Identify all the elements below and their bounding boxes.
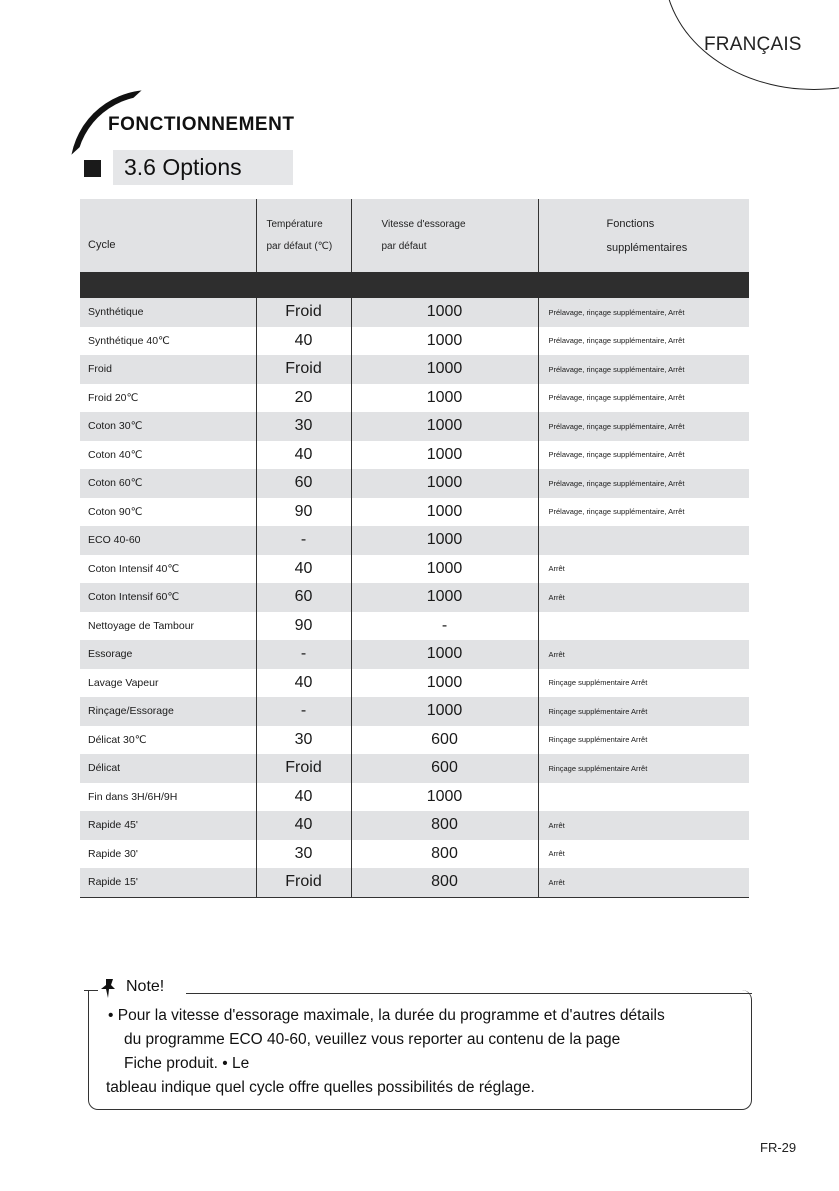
table-row xyxy=(80,555,749,584)
cycle-cell: Rapide 45' xyxy=(80,811,256,840)
speed-cell: - xyxy=(351,612,538,641)
speed-cell: 1000 xyxy=(351,526,538,555)
speed-cell: 1000 xyxy=(351,583,538,612)
table-row xyxy=(80,327,749,356)
functions-cell xyxy=(538,526,749,555)
table-row xyxy=(80,612,749,641)
cycle-cell: Coton Intensif 60℃ xyxy=(80,583,256,612)
temperature-cell: 30 xyxy=(256,726,351,755)
speed-cell: 1000 xyxy=(351,498,538,527)
table-row xyxy=(80,469,749,498)
functions-cell: Arrêt xyxy=(538,640,749,669)
cycle-cell: Synthétique xyxy=(80,298,256,327)
functions-cell xyxy=(538,783,749,812)
speed-cell: 1000 xyxy=(351,555,538,584)
speed-cell: 1000 xyxy=(351,384,538,413)
table-row xyxy=(80,669,749,698)
functions-cell: Arrêt xyxy=(538,868,749,897)
speed-cell: 800 xyxy=(351,811,538,840)
temperature-cell: 40 xyxy=(256,327,351,356)
temperature-cell: Froid xyxy=(256,298,351,327)
options-table xyxy=(80,199,749,898)
functions-cell: Prélavage, rinçage supplémentaire, Arrêt xyxy=(538,298,749,327)
table-row xyxy=(80,640,749,669)
table-row xyxy=(80,726,749,755)
cycle-cell: Coton 30℃ xyxy=(80,412,256,441)
header-speed: Vitesse d'essorage par défaut xyxy=(351,199,538,272)
table-row xyxy=(80,868,749,897)
note-line-2: du programme ECO 40-60, veuillez vous reporter au contenu de la page xyxy=(124,1031,621,1048)
functions-cell: Arrêt xyxy=(538,583,749,612)
temperature-cell: 30 xyxy=(256,412,351,441)
cycle-cell: Synthétique 40℃ xyxy=(88,334,170,347)
speed-cell: 1000 xyxy=(351,669,538,698)
functions-cell: Prélavage, rinçage supplémentaire, Arrêt xyxy=(538,355,749,384)
temperature-cell: 40 xyxy=(256,441,351,470)
cycle-cell: Rinçage/Essorage xyxy=(80,697,256,726)
cycle-cell: Coton 40℃ xyxy=(88,448,143,461)
header-cycle: Cycle xyxy=(80,199,256,272)
temperature-cell: - xyxy=(256,640,351,669)
cycle-cell: Coton 90℃ xyxy=(88,505,143,518)
header-divider-bar xyxy=(80,272,749,298)
speed-cell: 1000 xyxy=(351,327,538,356)
temperature-cell: Froid xyxy=(256,868,351,897)
temperature-cell: - xyxy=(256,526,351,555)
speed-cell: 1000 xyxy=(351,441,538,470)
functions-cell: Arrêt xyxy=(538,555,749,584)
temperature-cell: 60 xyxy=(256,469,351,498)
temperature-cell: Froid xyxy=(256,355,351,384)
cycle-cell: Froid xyxy=(80,355,256,384)
temperature-cell: - xyxy=(256,697,351,726)
header-functions: Fonctions supplémentaires xyxy=(538,199,749,272)
functions-cell: Prélavage, rinçage supplémentaire, Arrêt xyxy=(538,498,749,527)
temperature-cell: 30 xyxy=(256,840,351,869)
note-line-3: Fiche produit. • Le xyxy=(124,1055,250,1072)
speed-cell: 800 xyxy=(351,840,538,869)
temperature-cell: 40 xyxy=(256,555,351,584)
page-number: FR-29 xyxy=(760,1140,797,1155)
speed-cell: 1000 xyxy=(351,469,538,498)
language-label: FRANÇAIS xyxy=(704,34,802,55)
table-header-row xyxy=(80,199,749,272)
section-title: FONCTIONNEMENT xyxy=(108,114,295,135)
cycle-cell: Essorage xyxy=(80,640,256,669)
speed-cell: 1000 xyxy=(351,412,538,441)
speed-cell: 1000 xyxy=(351,355,538,384)
bullet-square-icon xyxy=(84,160,101,177)
cycle-cell: Coton Intensif 40℃ xyxy=(88,562,180,575)
table-row xyxy=(80,811,749,840)
functions-cell: Prélavage, rinçage supplémentaire, Arrêt xyxy=(538,412,749,441)
table-row xyxy=(80,697,749,726)
note-line-4: tableau indique quel cycle offre quelles possibilités de réglage. xyxy=(106,1079,535,1096)
functions-cell: Arrêt xyxy=(538,811,749,840)
cycle-cell: ECO 40-60 xyxy=(80,526,256,555)
table-row xyxy=(80,754,749,783)
functions-cell: Arrêt xyxy=(538,840,749,869)
table-row xyxy=(80,384,749,413)
note-label: Note! xyxy=(126,978,165,995)
note-line-1: • Pour la vitesse d'essorage maximale, la durée du programme et d'autres détails xyxy=(108,1007,665,1024)
speed-cell: 1000 xyxy=(351,298,538,327)
speed-cell: 800 xyxy=(351,868,538,897)
speed-cell: 600 xyxy=(351,726,538,755)
functions-cell: Rinçage supplémentaire Arrêt xyxy=(538,669,749,698)
functions-cell: Rinçage supplémentaire Arrêt xyxy=(538,754,749,783)
table-row xyxy=(80,412,749,441)
functions-cell: Prélavage, rinçage supplémentaire, Arrêt xyxy=(538,469,749,498)
table-row xyxy=(80,526,749,555)
functions-cell: Rinçage supplémentaire Arrêt xyxy=(538,697,749,726)
page-title: 3.6 Options xyxy=(124,154,242,180)
functions-cell xyxy=(538,612,749,641)
note-rule xyxy=(186,993,752,994)
speed-cell: 1000 xyxy=(351,783,538,812)
temperature-cell: 20 xyxy=(256,384,351,413)
temperature-cell: Froid xyxy=(256,754,351,783)
functions-cell: Rinçage supplémentaire Arrêt xyxy=(538,726,749,755)
functions-cell: Prélavage, rinçage supplémentaire, Arrêt xyxy=(538,384,749,413)
table-row xyxy=(80,355,749,384)
temperature-cell: 40 xyxy=(256,811,351,840)
cycle-cell: Coton 60℃ xyxy=(80,469,256,498)
cycle-cell: Délicat 30℃ xyxy=(88,733,147,746)
table-row xyxy=(80,441,749,470)
table-row xyxy=(80,298,749,327)
table-row xyxy=(80,498,749,527)
speed-cell: 600 xyxy=(351,754,538,783)
functions-cell: Prélavage, rinçage supplémentaire, Arrêt xyxy=(538,441,749,470)
header-temperature: Température par défaut (℃) xyxy=(256,199,351,272)
temperature-cell: 90 xyxy=(256,498,351,527)
speed-cell: 1000 xyxy=(351,640,538,669)
cycle-cell: Rapide 30' xyxy=(88,847,138,860)
cycle-cell: Froid 20℃ xyxy=(88,391,139,404)
table-row xyxy=(80,783,749,812)
note-text xyxy=(108,1004,738,1100)
temperature-cell: 90 xyxy=(256,612,351,641)
cycle-cell: Rapide 15' xyxy=(80,868,256,897)
temperature-cell: 40 xyxy=(256,783,351,812)
temperature-cell: 60 xyxy=(256,583,351,612)
cycle-cell: Fin dans 3H/6H/9H xyxy=(88,790,178,803)
speed-cell: 1000 xyxy=(351,697,538,726)
cycle-cell: Nettoyage de Tambour xyxy=(88,619,195,632)
cycle-cell: Lavage Vapeur xyxy=(88,676,159,689)
table-row xyxy=(80,840,749,869)
cycle-cell: Délicat xyxy=(80,754,256,783)
functions-cell: Prélavage, rinçage supplémentaire, Arrêt xyxy=(538,327,749,356)
table-row xyxy=(80,583,749,612)
temperature-cell: 40 xyxy=(256,669,351,698)
